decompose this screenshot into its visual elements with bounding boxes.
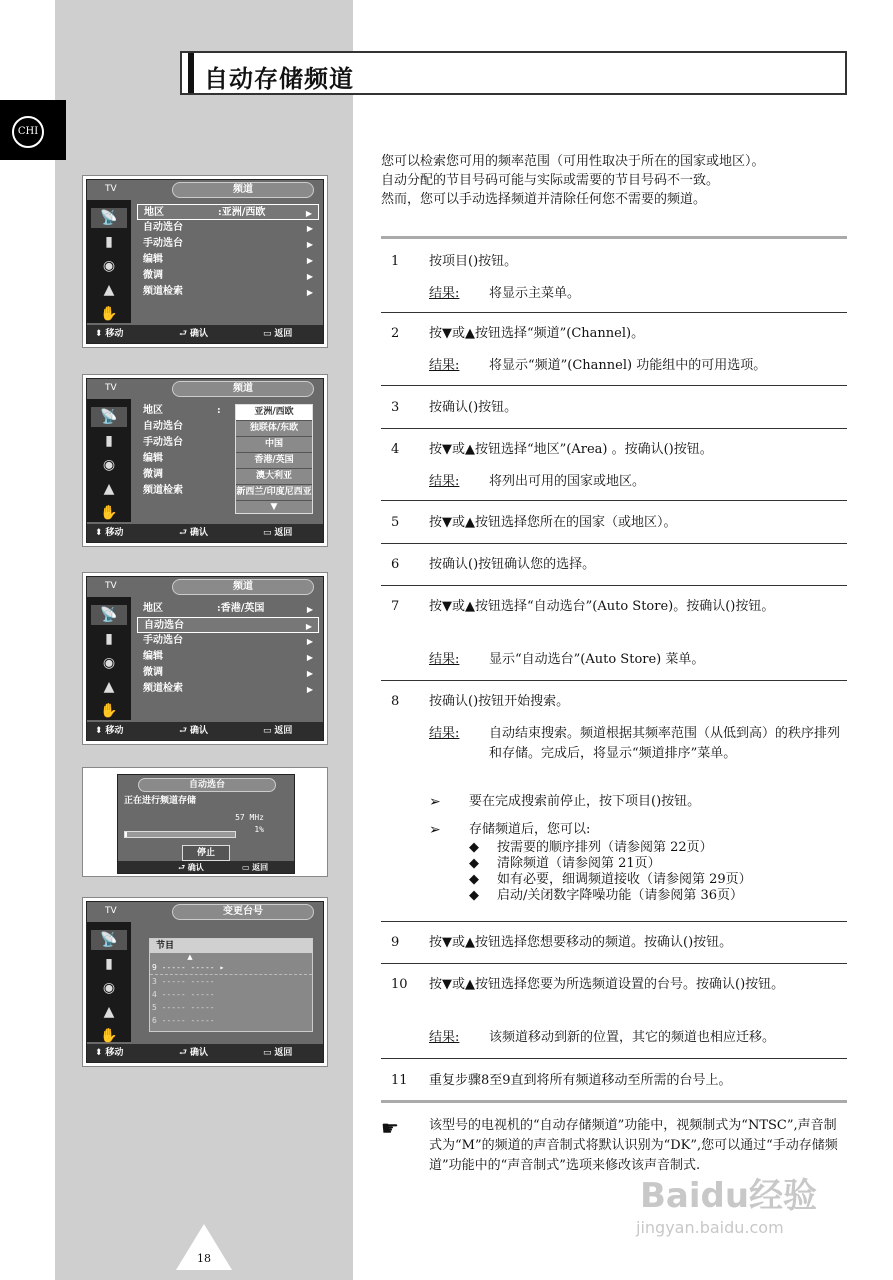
menu-title: 变更台号 xyxy=(172,904,314,920)
page-number: 18 xyxy=(197,1252,211,1265)
menu-item-fine-tune[interactable]: 微调 ▶ xyxy=(143,667,313,678)
menu-item-area[interactable]: 地区 : xyxy=(143,405,221,416)
menu-item-channel-search[interactable]: 频道检索 ▶ xyxy=(143,683,313,694)
progress-status: 正在进行频道存储 xyxy=(124,796,197,806)
page-title-box xyxy=(180,51,847,95)
menu-footer: ⬍ 移动 ⮐ 确认 ▭ 返回 xyxy=(87,722,323,740)
list-item: ◆ 如有必要，细调频道接收（请参阅第 29页） xyxy=(469,872,752,887)
language-tab xyxy=(0,100,66,160)
divider xyxy=(381,312,847,313)
menu-item-auto-store[interactable]: 自动选台 xyxy=(143,421,183,432)
menu-icons xyxy=(87,200,131,323)
program-header: 节目 xyxy=(150,939,312,953)
dropdown-option[interactable]: 香港/英国 xyxy=(236,453,312,469)
antenna-icon: 📡 xyxy=(91,930,127,950)
list-item: ◆ 启动/关闭数字降噪功能（请参阅第 36页） xyxy=(469,888,744,903)
menu-item-fine-tune[interactable]: 微调 ▶ xyxy=(143,270,313,281)
function-icon: ✋ xyxy=(100,1028,118,1044)
sound-icon: ◉ xyxy=(102,980,116,996)
divider xyxy=(381,236,847,239)
sound-icon: ◉ xyxy=(102,655,116,671)
progress-footer: ⮐ 确认 ▭ 返回 xyxy=(118,861,294,873)
bullet-list xyxy=(469,840,847,904)
pointing-hand-icon: ☛ xyxy=(381,1116,399,1140)
sound-icon: ◉ xyxy=(102,258,116,274)
menu-item-area[interactable]: 地区 :亚洲/西欧 ▶ xyxy=(137,204,319,220)
progress-fill xyxy=(125,832,127,837)
divider xyxy=(381,585,847,586)
table-row[interactable]: 9 ----- ----- ▸ xyxy=(150,961,312,975)
function-icon: ✋ xyxy=(100,505,118,521)
intro-line: 然而，您可以手动选择频道并清除任何您不需要的频道。 xyxy=(381,192,707,207)
intro-line: 您可以检索您可用的频率范围（可用性取决于所在的国家或地区）。 xyxy=(381,154,765,169)
progress-title: 自动选台 xyxy=(138,778,276,792)
menu-item-auto-store[interactable]: 自动选台 ▶ xyxy=(137,617,319,633)
area-dropdown[interactable] xyxy=(235,404,313,514)
divider xyxy=(381,543,847,544)
menu-item-channel-search[interactable]: 频道检索 ▶ xyxy=(143,286,313,297)
dropdown-option[interactable]: 亚洲/西欧 xyxy=(236,405,312,421)
menu-footer: ⬍ 移动 ⮐ 确认 ▭ 返回 xyxy=(87,524,323,542)
setup-icon: ▲ xyxy=(103,282,115,298)
menu-item-channel-search[interactable]: 频道检索 xyxy=(143,485,183,496)
dropdown-option[interactable]: 澳大利亚 xyxy=(236,469,312,485)
dropdown-option[interactable]: 新西兰/印度尼西亚 xyxy=(236,485,312,501)
intro-line: 自动分配的节目号码可能与实际或需要的节目号码不一致。 xyxy=(381,173,720,188)
menu-item-auto-store[interactable]: 自动选台 ▶ xyxy=(143,222,313,233)
menu-title: 频道 xyxy=(172,579,314,595)
stop-button[interactable]: 停止 xyxy=(182,845,230,861)
list-item: ◆ 按需要的顺序排列（请参阅第 22页） xyxy=(469,840,713,855)
auto-store-progress-screen xyxy=(82,767,328,877)
arrow-icon: ➢ xyxy=(429,822,441,838)
progress-percent: 1% xyxy=(254,825,264,834)
divider xyxy=(381,1058,847,1059)
menu-icons xyxy=(87,399,131,522)
title-accent-bar xyxy=(188,53,194,93)
program-table xyxy=(149,938,313,1032)
function-icon: ✋ xyxy=(100,703,118,719)
antenna-icon: 📡 xyxy=(91,407,127,427)
divider xyxy=(381,1100,847,1103)
tv-menu-screen-1 xyxy=(82,175,328,348)
scroll-up-icon[interactable]: ▲ xyxy=(187,953,193,961)
setup-icon: ▲ xyxy=(103,679,115,695)
menu-title: 频道 xyxy=(172,381,314,397)
dropdown-option[interactable]: 中国 xyxy=(236,437,312,453)
divider xyxy=(381,428,847,429)
table-row[interactable]: 5 ----- ----- xyxy=(152,1003,215,1012)
menu-item-manual-store[interactable]: 手动选台 ▶ xyxy=(143,635,313,646)
function-icon: ✋ xyxy=(100,306,118,322)
sound-icon: ◉ xyxy=(102,457,116,473)
menu-footer: ⬍ 移动 ⮐ 确认 ▭ 返回 xyxy=(87,1044,323,1062)
menu-icons xyxy=(87,597,131,720)
setup-icon: ▲ xyxy=(103,481,115,497)
picture-icon: ▮ xyxy=(105,631,113,647)
table-row[interactable]: 3 ----- ----- xyxy=(152,977,215,986)
menu-item-edit[interactable]: 编辑 ▶ xyxy=(143,651,313,662)
menu-title: 频道 xyxy=(172,182,314,198)
tv-menu-screen-2 xyxy=(82,374,328,547)
watermark: Baidu经验 xyxy=(640,1176,818,1216)
antenna-icon: 📡 xyxy=(91,605,127,625)
progress-bar xyxy=(124,831,236,838)
menu-item-area[interactable]: 地区 :香港/英国 ▶ xyxy=(143,603,313,614)
scroll-down-icon[interactable]: ▼ xyxy=(270,502,278,512)
table-row[interactable]: 6 ----- ----- xyxy=(152,1016,215,1025)
divider xyxy=(381,680,847,681)
menu-footer: ⬍ 移动 ⮐ 确认 ▭ 返回 xyxy=(87,325,323,343)
tv-label: TV xyxy=(105,184,117,194)
watermark-url: jingyan.baidu.com xyxy=(636,1218,784,1237)
menu-item-edit[interactable]: 编辑 xyxy=(143,453,163,464)
tv-label: TV xyxy=(105,581,117,591)
language-badge: CHI xyxy=(12,116,44,148)
divider xyxy=(381,963,847,964)
setup-icon: ▲ xyxy=(103,1004,115,1020)
divider xyxy=(381,921,847,922)
arrow-icon: ➢ xyxy=(429,794,441,810)
progress-frequency: 57 MHz xyxy=(235,813,264,822)
menu-item-edit[interactable]: 编辑 ▶ xyxy=(143,254,313,265)
divider xyxy=(381,500,847,501)
menu-item-manual-store[interactable]: 手动选台 ▶ xyxy=(143,238,313,249)
intro-text xyxy=(381,152,847,209)
divider xyxy=(381,385,847,386)
menu-item-manual-store[interactable]: 手动选台 xyxy=(143,437,183,448)
picture-icon: ▮ xyxy=(105,433,113,449)
menu-icons xyxy=(87,922,131,1042)
final-note: 该型号的电视机的“自动存储频道”功能中，视频制式为“NTSC”,声音制式为“M”的频道的声音制式将默认识别为“DK”,您可以通过“手动存储频道”功能中的“声音制式”选项来修改该声音制式. xyxy=(429,1118,838,1173)
dropdown-option[interactable]: 独联体/东欧 xyxy=(236,421,312,437)
table-row[interactable]: 4 ----- ----- xyxy=(152,990,215,999)
tv-label: TV xyxy=(105,383,117,393)
picture-icon: ▮ xyxy=(105,234,113,250)
tv-menu-screen-3 xyxy=(82,572,328,745)
antenna-icon: 📡 xyxy=(91,208,127,228)
menu-item-fine-tune[interactable]: 微调 xyxy=(143,469,163,480)
page-title: 自动存储频道 xyxy=(204,65,354,93)
list-item: ◆ 清除频道（请参阅第 21页） xyxy=(469,856,661,871)
tv-label: TV xyxy=(105,906,117,916)
tv-menu-screen-swap xyxy=(82,897,328,1067)
picture-icon: ▮ xyxy=(105,956,113,972)
